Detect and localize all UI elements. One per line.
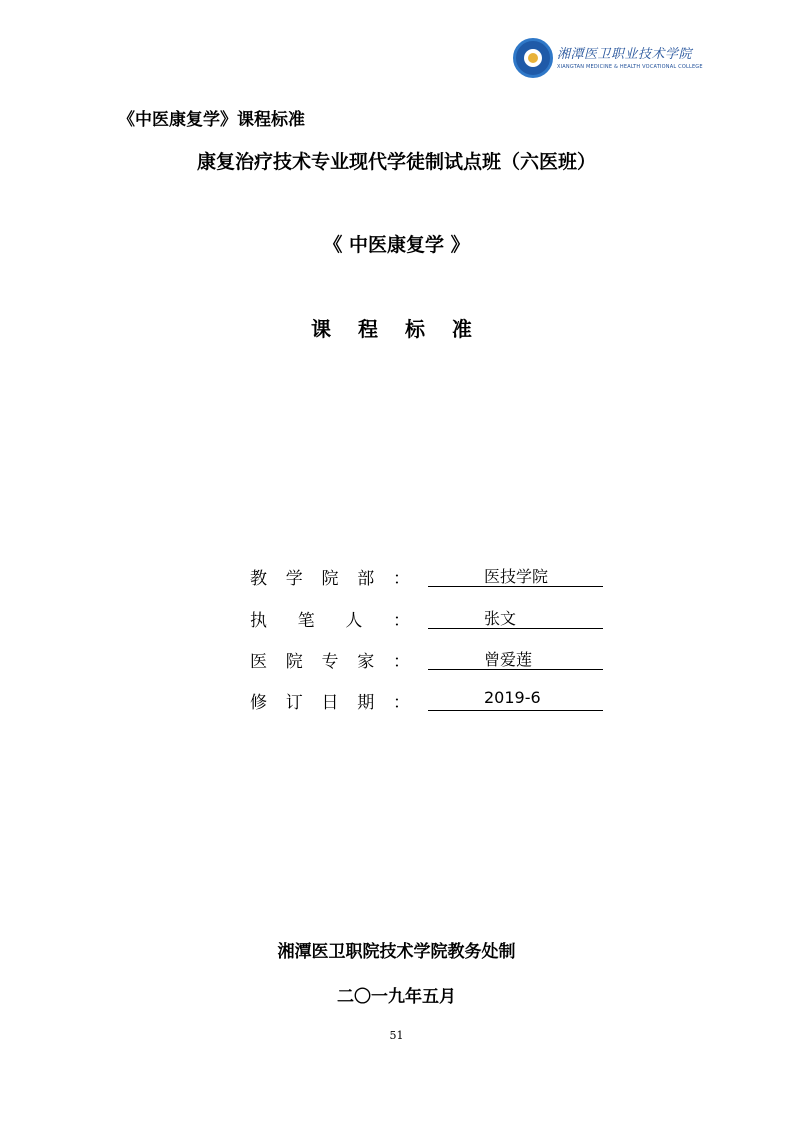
college-seal-icon <box>513 38 553 78</box>
info-value: 张文 <box>428 606 603 629</box>
info-label: 医院专家： <box>250 652 410 672</box>
info-label: 修订日期： <box>250 693 410 713</box>
info-value: 2019-6 <box>428 688 603 711</box>
info-label: 执笔人： <box>250 611 410 631</box>
course-title: 《 中医康复学 》 <box>323 234 470 256</box>
college-name-en: XIANGTAN MEDICINE & HEALTH VOCATIONAL COLLEGE <box>557 64 703 70</box>
page-number: 51 <box>389 1029 404 1042</box>
footer-date: 二〇一九年五月 <box>337 987 456 1007</box>
info-value: 曾爱莲 <box>428 647 603 670</box>
info-label: 教学院部： <box>250 569 410 589</box>
college-logo <box>513 38 703 80</box>
program-title: 康复治疗技术专业现代学徒制试点班（六医班） <box>196 151 596 173</box>
college-name-cn: 湘潭医卫职业技术学院 <box>557 47 693 62</box>
footer-org: 湘潭医卫职院技术学院教务处制 <box>277 942 516 962</box>
header-title: 《中医康复学》课程标准 <box>118 110 305 130</box>
info-value: 医技学院 <box>428 564 603 587</box>
standard-title: 课 程 标 准 <box>311 317 482 341</box>
